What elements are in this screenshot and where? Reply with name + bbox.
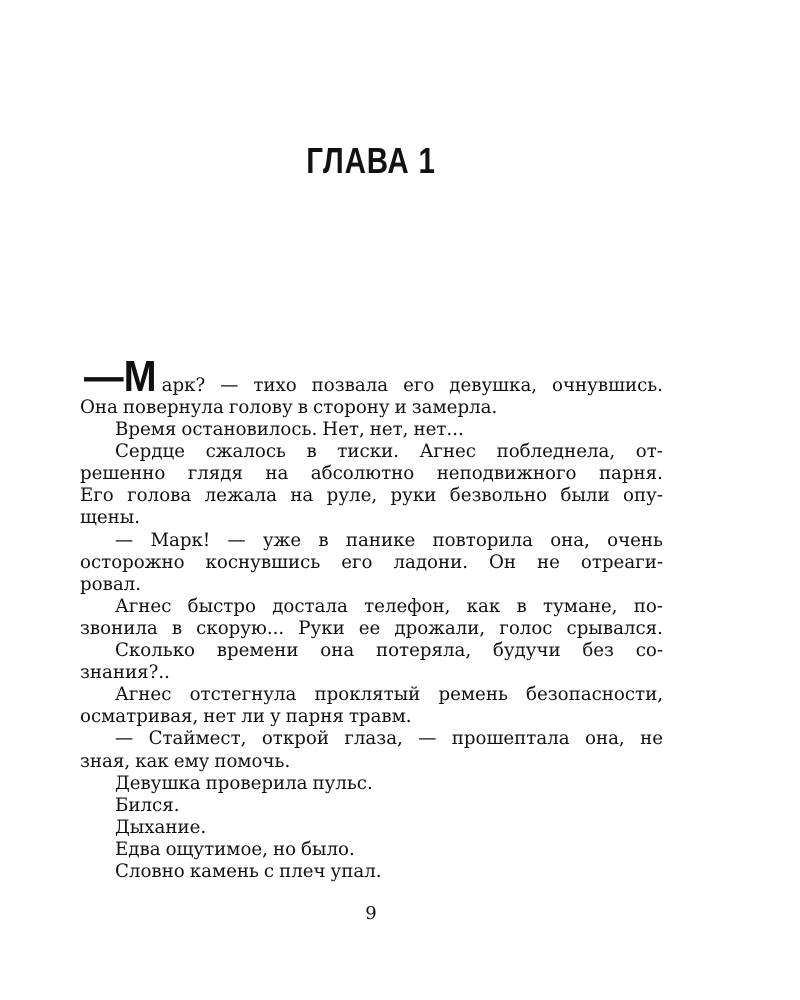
text-word: — xyxy=(220,374,239,396)
text-word: панике xyxy=(345,529,416,551)
text-word: глядя xyxy=(187,463,243,485)
text-word: безопасности, xyxy=(526,684,663,706)
text-word: позвала xyxy=(311,374,389,396)
text-line xyxy=(80,773,663,795)
text-line xyxy=(80,397,663,419)
text-word: голос xyxy=(499,617,553,639)
text-word: Агнес xyxy=(419,441,476,463)
text-word: помочь. xyxy=(214,750,291,772)
text-word: парня. xyxy=(598,463,663,485)
text-word: сжалось xyxy=(205,441,286,463)
text-word: безвольно xyxy=(449,485,548,507)
text-word: — xyxy=(115,728,134,750)
text-word: Словно xyxy=(115,860,185,882)
text-word: голова xyxy=(127,485,192,507)
text-word: глаза, xyxy=(344,728,403,750)
text-word: в xyxy=(516,595,527,617)
dropcap-group xyxy=(80,351,206,401)
text-word: травм. xyxy=(348,706,412,728)
text-word: Сколько xyxy=(115,640,196,662)
text-word: Она xyxy=(80,397,118,418)
text-word: со- xyxy=(635,640,663,662)
text-word: в xyxy=(297,397,309,418)
text-word: — xyxy=(115,529,134,551)
text-word: на xyxy=(265,463,289,485)
text-word: тумане, xyxy=(543,595,618,617)
text-word: пульс. xyxy=(312,772,373,794)
text-word: Стаймест, xyxy=(148,728,247,750)
text-line xyxy=(80,485,663,507)
drop-cap: —М xyxy=(84,351,157,401)
text-line xyxy=(80,751,663,773)
text-word: будучи xyxy=(492,640,561,662)
page-number: 9 xyxy=(365,903,377,924)
text-word: осторожно xyxy=(80,551,185,573)
text-word: телефон, xyxy=(364,595,451,617)
text-word: Едва xyxy=(115,838,161,860)
text-word: ладони. xyxy=(393,551,469,573)
text-word: ее xyxy=(358,617,381,639)
text-word: в xyxy=(318,529,329,551)
text-word: отстегнула xyxy=(189,684,297,706)
text-word: ли xyxy=(241,706,265,728)
text-word: тихо xyxy=(253,374,297,396)
text-line xyxy=(80,640,663,662)
text-line xyxy=(80,574,663,596)
text-word: Марк! xyxy=(150,529,211,551)
text-word: Дыхание. xyxy=(115,816,207,838)
text-word: повернула xyxy=(122,397,224,418)
text-line xyxy=(80,706,663,728)
text-word: уже xyxy=(262,529,302,551)
text-word: от- xyxy=(635,441,663,463)
text-word: его xyxy=(403,374,435,396)
text-word: с xyxy=(263,860,275,882)
text-word: не xyxy=(537,551,560,573)
text-word: абсолютно xyxy=(310,463,415,485)
text-word: — xyxy=(227,529,246,551)
chapter-text xyxy=(80,351,663,883)
text-word: тиски. xyxy=(337,441,400,463)
text-word: дрожали, xyxy=(394,617,486,639)
text-word: достала xyxy=(272,595,348,617)
text-word: зная, xyxy=(80,750,131,772)
text-word: руки xyxy=(390,485,437,507)
text-word: плеч xyxy=(279,860,326,882)
text-word: Девушка xyxy=(115,772,201,794)
text-word: Нет, xyxy=(322,419,365,441)
text-word: парня xyxy=(285,706,344,728)
text-line xyxy=(80,441,663,463)
text-word: ровал. xyxy=(80,573,142,595)
text-word: как xyxy=(135,750,169,772)
text-word: коснувшись xyxy=(205,551,321,573)
text-word: Он xyxy=(489,551,517,573)
text-word: скорую... xyxy=(196,617,285,639)
text-word: очень xyxy=(607,529,663,551)
text-word: девушка, xyxy=(449,374,538,396)
text-word: потеряла, xyxy=(375,640,472,662)
text-word: замерла. xyxy=(411,397,498,418)
text-line xyxy=(80,530,663,552)
text-word: Агнес xyxy=(115,595,172,617)
chapter-title: ГЛАВА 1 xyxy=(306,140,436,181)
text-word: у xyxy=(269,706,281,728)
text-line xyxy=(80,596,663,618)
text-line xyxy=(80,861,663,883)
text-word: быстро xyxy=(187,595,256,617)
text-word: проклятый xyxy=(314,684,421,706)
text-word: и xyxy=(394,397,407,418)
text-word: не xyxy=(640,728,663,750)
text-line xyxy=(80,618,663,640)
text-line xyxy=(80,795,663,817)
text-word: были xyxy=(560,485,610,507)
text-word: камень xyxy=(189,860,259,882)
text-word: побледнела, xyxy=(496,441,616,463)
text-word: сторону xyxy=(313,397,390,418)
text-word: опу- xyxy=(623,485,663,507)
text-word: ему xyxy=(173,750,210,772)
text-word: без xyxy=(582,640,614,662)
text-word: ремень xyxy=(438,684,508,706)
text-word: его xyxy=(341,551,373,573)
text-word: неподвижного xyxy=(436,463,577,485)
text-word: нет, xyxy=(369,419,409,441)
text-word: нет... xyxy=(413,419,464,441)
text-word: упал. xyxy=(330,860,382,882)
text-word: знания?.. xyxy=(80,662,170,684)
text-word: звонила xyxy=(80,617,158,639)
text-word: лежала xyxy=(204,485,277,507)
text-word: очнувшись. xyxy=(552,374,663,396)
text-word: в xyxy=(306,441,317,463)
text-word: отреаги- xyxy=(580,551,663,573)
text-word: Бился. xyxy=(115,794,180,816)
text-word: Агнес xyxy=(115,684,172,706)
text-word: повторила xyxy=(432,529,533,551)
text-word: открой xyxy=(261,728,329,750)
text-word: Время xyxy=(115,419,177,441)
text-line xyxy=(80,463,663,485)
text-word: по- xyxy=(633,595,663,617)
text-word: на xyxy=(290,485,314,507)
text-line xyxy=(80,728,663,750)
text-word: она xyxy=(320,640,355,662)
text-word: но xyxy=(272,838,297,860)
text-word: проверила xyxy=(205,772,308,794)
text-word: руле, xyxy=(326,485,378,507)
text-word: Его xyxy=(80,485,114,507)
text-word: как xyxy=(466,595,501,617)
text-word: в xyxy=(171,617,183,639)
text-word: прошептала xyxy=(451,728,570,750)
text-word: — xyxy=(418,728,437,750)
text-word: осматривая, xyxy=(80,706,199,728)
text-word: голову xyxy=(228,397,293,418)
text-word: было. xyxy=(301,838,355,860)
text-word: ощутимое, xyxy=(165,838,268,860)
text-word: остановилось. xyxy=(181,419,318,441)
text-line xyxy=(80,507,663,529)
text-word: арк? xyxy=(161,374,206,396)
text-line xyxy=(80,839,663,861)
text-line xyxy=(80,662,663,684)
text-word: она, xyxy=(585,728,625,750)
text-word: она, xyxy=(550,529,590,551)
text-word: Сердце xyxy=(115,441,185,463)
text-word: времени xyxy=(216,640,299,662)
text-line xyxy=(80,684,663,706)
text-line xyxy=(80,351,663,401)
text-word: щены. xyxy=(80,507,141,529)
text-word: решенно xyxy=(80,463,166,485)
text-line xyxy=(80,419,663,441)
text-word: Руки xyxy=(298,617,345,639)
text-line xyxy=(80,552,663,574)
text-word: нет xyxy=(203,706,237,728)
text-word: срывался. xyxy=(566,617,663,639)
text-line xyxy=(80,817,663,839)
